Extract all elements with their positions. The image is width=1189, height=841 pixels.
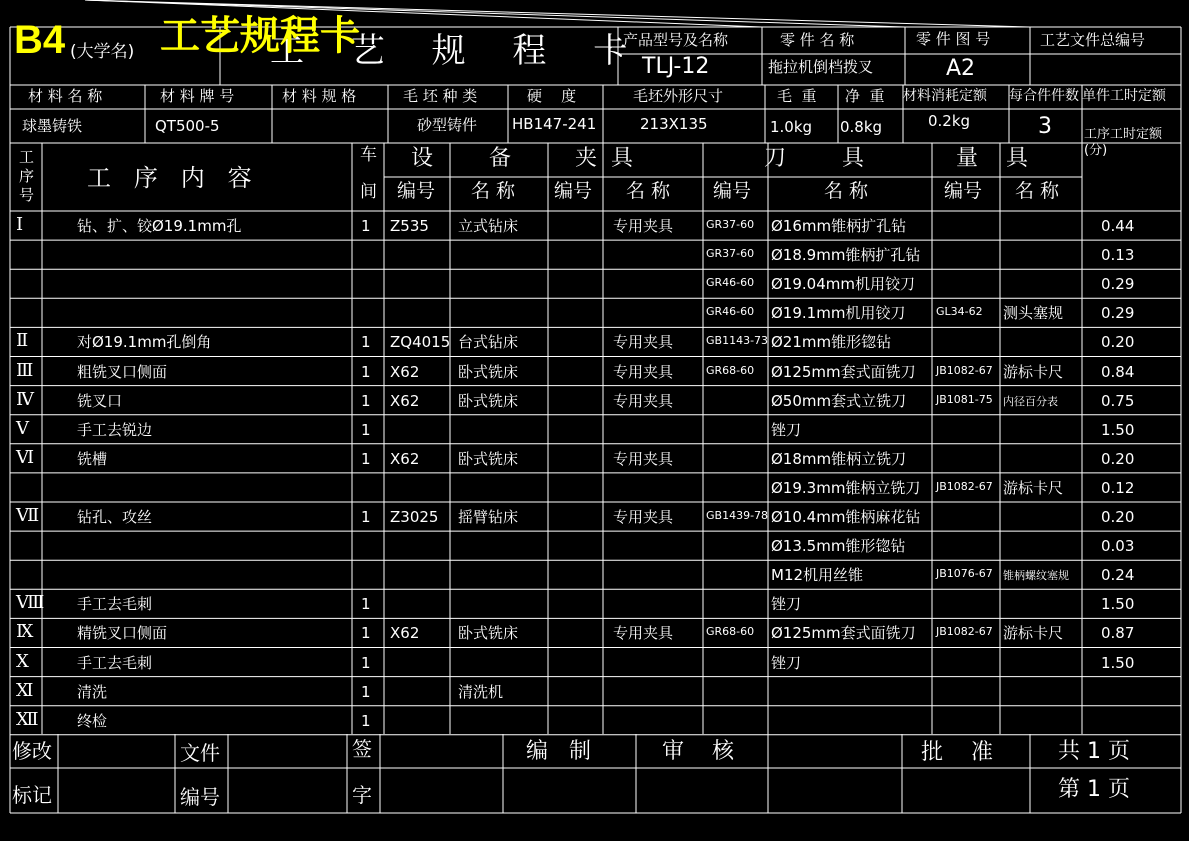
blank-size-label: 毛坯外形尺寸	[633, 87, 724, 105]
op-content: 手工去毛刺	[77, 595, 153, 614]
op-content: 铣槽	[77, 449, 108, 468]
fx-name-label: 名 称	[626, 180, 671, 202]
consumption-label: 材料消耗定额	[903, 88, 987, 104]
op-tool-code: GB1439-78	[706, 509, 769, 522]
material-grade-label: 材 料 牌 号	[160, 87, 235, 105]
consumption-value: 0.2kg	[928, 112, 971, 130]
op-g-code: GL34-62	[936, 305, 983, 319]
card-code: B4	[14, 18, 66, 62]
op-ws: 1	[361, 624, 371, 643]
op-tool-name: Ø18.9mm锥柄扩孔钻	[771, 246, 921, 265]
op-fx-name: 专用夹具	[613, 391, 674, 410]
op-content: 粗铣叉口侧面	[77, 362, 168, 381]
part-drawing-value: A2	[946, 56, 976, 81]
op-time: 0.20	[1101, 508, 1135, 526]
op-eq-code: X62	[390, 449, 420, 468]
blank-size-value: 213X135	[640, 115, 708, 133]
op-time: 0.29	[1101, 304, 1135, 323]
op-no: Ⅸ	[16, 621, 34, 643]
op-g-code: JB1082-67	[936, 363, 993, 377]
op-time: 0.13	[1101, 246, 1135, 265]
part-name-value: 拖拉机倒档拨叉	[768, 58, 874, 76]
op-eq-code: Z3025	[390, 508, 439, 526]
op-eq-name: 卧式铣床	[458, 449, 519, 468]
op-tool-name: Ø125mm套式面铣刀	[771, 624, 916, 643]
gauge-code-label: 编号	[944, 180, 983, 202]
op-content: 终检	[77, 711, 108, 730]
eq-name-label: 名 称	[471, 180, 516, 202]
op-g-name: 游标卡尺	[1003, 478, 1064, 497]
op-g-code: JB1081-75	[936, 392, 993, 406]
op-time: 0.20	[1101, 449, 1135, 468]
blank-type-label: 毛 坯 种 类	[403, 87, 478, 105]
op-content: 对Ø19.1mm孔倒角	[77, 333, 212, 352]
op-time: 0.75	[1101, 391, 1135, 410]
op-fx-name: 专用夹具	[613, 333, 674, 352]
op-eq-code: X62	[390, 624, 420, 643]
part-drawing-label: 零 件 图 号	[916, 30, 991, 48]
op-ws: 1	[361, 595, 371, 614]
modify-label: 修改	[12, 739, 52, 763]
op-content-label: 工 序 内 容	[87, 164, 252, 192]
op-eq-code: X62	[390, 362, 420, 381]
workshop-label: 车 间	[360, 145, 377, 203]
op-content: 手工去毛刺	[77, 653, 153, 672]
char-label: 字	[352, 783, 372, 807]
op-fx-name: 专用夹具	[613, 624, 674, 643]
op-tool-code: GR46-60	[706, 305, 755, 319]
op-tool-name: 锉刀	[771, 420, 802, 439]
op-ws: 1	[361, 508, 371, 526]
op-tool-name: Ø125mm套式面铣刀	[771, 362, 916, 381]
hardness-label: 硬 度	[527, 87, 577, 105]
op-tool-code: GR68-60	[706, 625, 755, 639]
op-no: Ⅹ	[16, 650, 29, 672]
op-time: 1.50	[1101, 653, 1135, 672]
school-name: (大学名)	[70, 42, 135, 62]
hardness-value: HB147-241	[512, 115, 597, 133]
op-tool-code: GB1143-73	[706, 334, 769, 348]
net-weight-value: 0.8kg	[840, 118, 883, 136]
op-g-name: 测头塞规	[1003, 304, 1064, 323]
sign-label: 签	[352, 737, 372, 761]
gauge-name-label: 名 称	[1015, 180, 1060, 202]
page-title: 工 艺 规 程 卡	[270, 31, 646, 71]
part-name-label: 零 件 名 称	[780, 31, 855, 49]
op-time: 0.12	[1101, 478, 1135, 497]
op-eq-code: ZQ4015	[390, 333, 451, 352]
gross-weight-label: 毛 重	[777, 87, 817, 105]
op-time: 0.03	[1101, 537, 1135, 556]
number-label: 编号	[180, 785, 220, 809]
material-spec-label: 材 料 规 格	[282, 87, 357, 105]
op-time: 0.24	[1101, 566, 1135, 585]
review-label: 审 核	[662, 739, 734, 764]
op-no: Ⅲ	[16, 359, 34, 381]
op-ws: 1	[361, 420, 371, 439]
op-tool-name: Ø13.5mm锥形锪钻	[771, 537, 906, 556]
mark-label: 标记	[12, 783, 52, 807]
op-no: Ⅳ	[16, 388, 34, 410]
op-no: Ⅰ	[16, 214, 24, 235]
op-no: Ⅶ	[16, 505, 40, 526]
op-time: 0.20	[1101, 333, 1135, 352]
op-content: 清洗	[77, 682, 108, 701]
op-ws: 1	[361, 217, 371, 235]
op-g-name: 锥柄螺纹塞规	[1003, 569, 1069, 583]
op-tool-name: 锉刀	[771, 595, 802, 614]
blank-type-value: 砂型铸件	[417, 116, 478, 134]
op-eq-code: Z535	[390, 217, 429, 235]
eq-code-label: 编号	[397, 180, 436, 202]
op-ws: 1	[361, 449, 371, 468]
op-eq-name: 卧式铣床	[458, 362, 519, 381]
op-g-code: JB1082-67	[936, 479, 993, 493]
op-tool-name: M12机用丝锥	[771, 566, 864, 585]
op-ws: 1	[361, 391, 371, 410]
product-model-label: 产品型号及名称	[623, 31, 729, 49]
op-fx-name: 专用夹具	[613, 217, 674, 235]
op-tool-name: Ø10.4mm锥柄麻花钻	[771, 508, 921, 526]
op-no: Ⅵ	[16, 446, 35, 468]
fixture-label: 夹 具	[575, 146, 633, 171]
op-no-label: 工 序 号	[19, 148, 35, 204]
op-time: 0.87	[1101, 624, 1135, 643]
unit-time-label: 单件工时定额	[1082, 88, 1166, 104]
op-eq-name: 立式钻床	[458, 217, 519, 235]
op-tool-code: GR68-60	[706, 363, 755, 377]
op-no: Ⅺ	[16, 679, 34, 701]
page-number: 第 1 页	[1058, 777, 1130, 802]
op-time-label: 工序工时定额 (分)	[1084, 127, 1163, 158]
doc-number-label: 工艺文件总编号	[1040, 31, 1146, 49]
op-tool-code: GR46-60	[706, 276, 755, 290]
op-tool-name: Ø21mm锥形锪钻	[771, 333, 892, 352]
op-g-name: 内径百分表	[1003, 394, 1058, 408]
per-set-value: 3	[1038, 114, 1052, 139]
net-weight-label: 净 重	[845, 87, 885, 105]
tool-label: 刀 具	[764, 146, 864, 171]
op-g-code: JB1076-67	[936, 567, 993, 581]
op-time: 0.44	[1101, 217, 1135, 235]
op-eq-code: X62	[390, 391, 420, 410]
material-name-label: 材 料 名 称	[28, 87, 103, 105]
op-no: Ⅷ	[16, 592, 45, 614]
op-ws: 1	[361, 682, 371, 701]
op-content: 铣叉口	[77, 391, 123, 410]
op-eq-name: 台式钻床	[458, 333, 519, 352]
op-time: 1.50	[1101, 420, 1135, 439]
card-title-overlay: 工艺规程卡	[160, 14, 360, 58]
file-label: 文件	[180, 741, 220, 765]
op-tool-name: Ø19.1mm机用铰刀	[771, 304, 906, 323]
op-tool-name: Ø19.3mm锥柄立铣刀	[771, 478, 921, 497]
op-content: 精铣叉口侧面	[77, 624, 168, 643]
op-tool-code: GR37-60	[706, 247, 755, 261]
op-ws: 1	[361, 333, 371, 352]
op-content: 钻、扩、铰Ø19.1mm孔	[77, 217, 242, 235]
op-tool-name: Ø50mm套式立铣刀	[771, 391, 907, 410]
op-ws: 1	[361, 362, 371, 381]
equipment-label: 设 备	[411, 146, 511, 171]
op-eq-name: 摇臂钻床	[458, 508, 519, 526]
op-time: 1.50	[1101, 595, 1135, 614]
op-tool-name: Ø18mm锥柄立铣刀	[771, 449, 907, 468]
op-eq-name: 卧式铣床	[458, 624, 519, 643]
op-tool-name: 锉刀	[771, 653, 802, 672]
tool-code-label: 编号	[713, 180, 752, 202]
op-g-name: 游标卡尺	[1003, 362, 1064, 381]
op-eq-name: 卧式铣床	[458, 391, 519, 410]
gross-weight-value: 1.0kg	[770, 118, 813, 136]
op-ws: 1	[361, 711, 371, 730]
op-time: 0.84	[1101, 362, 1135, 381]
product-model-value: TLJ-12	[642, 54, 710, 79]
material-grade-value: QT500-5	[155, 117, 220, 135]
fx-code-label: 编号	[554, 180, 593, 202]
material-name-value: 球墨铸铁	[22, 117, 83, 135]
compile-label: 编 制	[526, 739, 591, 764]
op-content: 手工去锐边	[77, 420, 153, 439]
op-fx-name: 专用夹具	[613, 508, 674, 526]
op-eq-name: 清洗机	[458, 682, 504, 701]
op-no: Ⅻ	[16, 708, 39, 730]
gauge-label: 量 具	[956, 146, 1028, 171]
op-fx-name: 专用夹具	[613, 449, 674, 468]
op-content: 钻孔、攻丝	[77, 508, 153, 526]
op-tool-code: GR37-60	[706, 218, 755, 231]
op-tool-name: Ø19.04mm机用铰刀	[771, 275, 915, 294]
op-g-code: JB1082-67	[936, 625, 993, 639]
op-tool-name: Ø16mm锥柄扩孔钻	[771, 217, 907, 235]
op-g-name: 游标卡尺	[1003, 624, 1064, 643]
tool-name-label: 名 称	[824, 180, 869, 202]
op-ws: 1	[361, 653, 371, 672]
op-time: 0.29	[1101, 275, 1135, 294]
op-no: Ⅱ	[16, 330, 29, 352]
op-no: Ⅴ	[16, 417, 29, 439]
approve-label: 批 准	[921, 740, 993, 765]
total-pages: 共 1 页	[1058, 739, 1130, 764]
per-set-label: 每合件件数	[1009, 88, 1079, 104]
op-fx-name: 专用夹具	[613, 362, 674, 381]
